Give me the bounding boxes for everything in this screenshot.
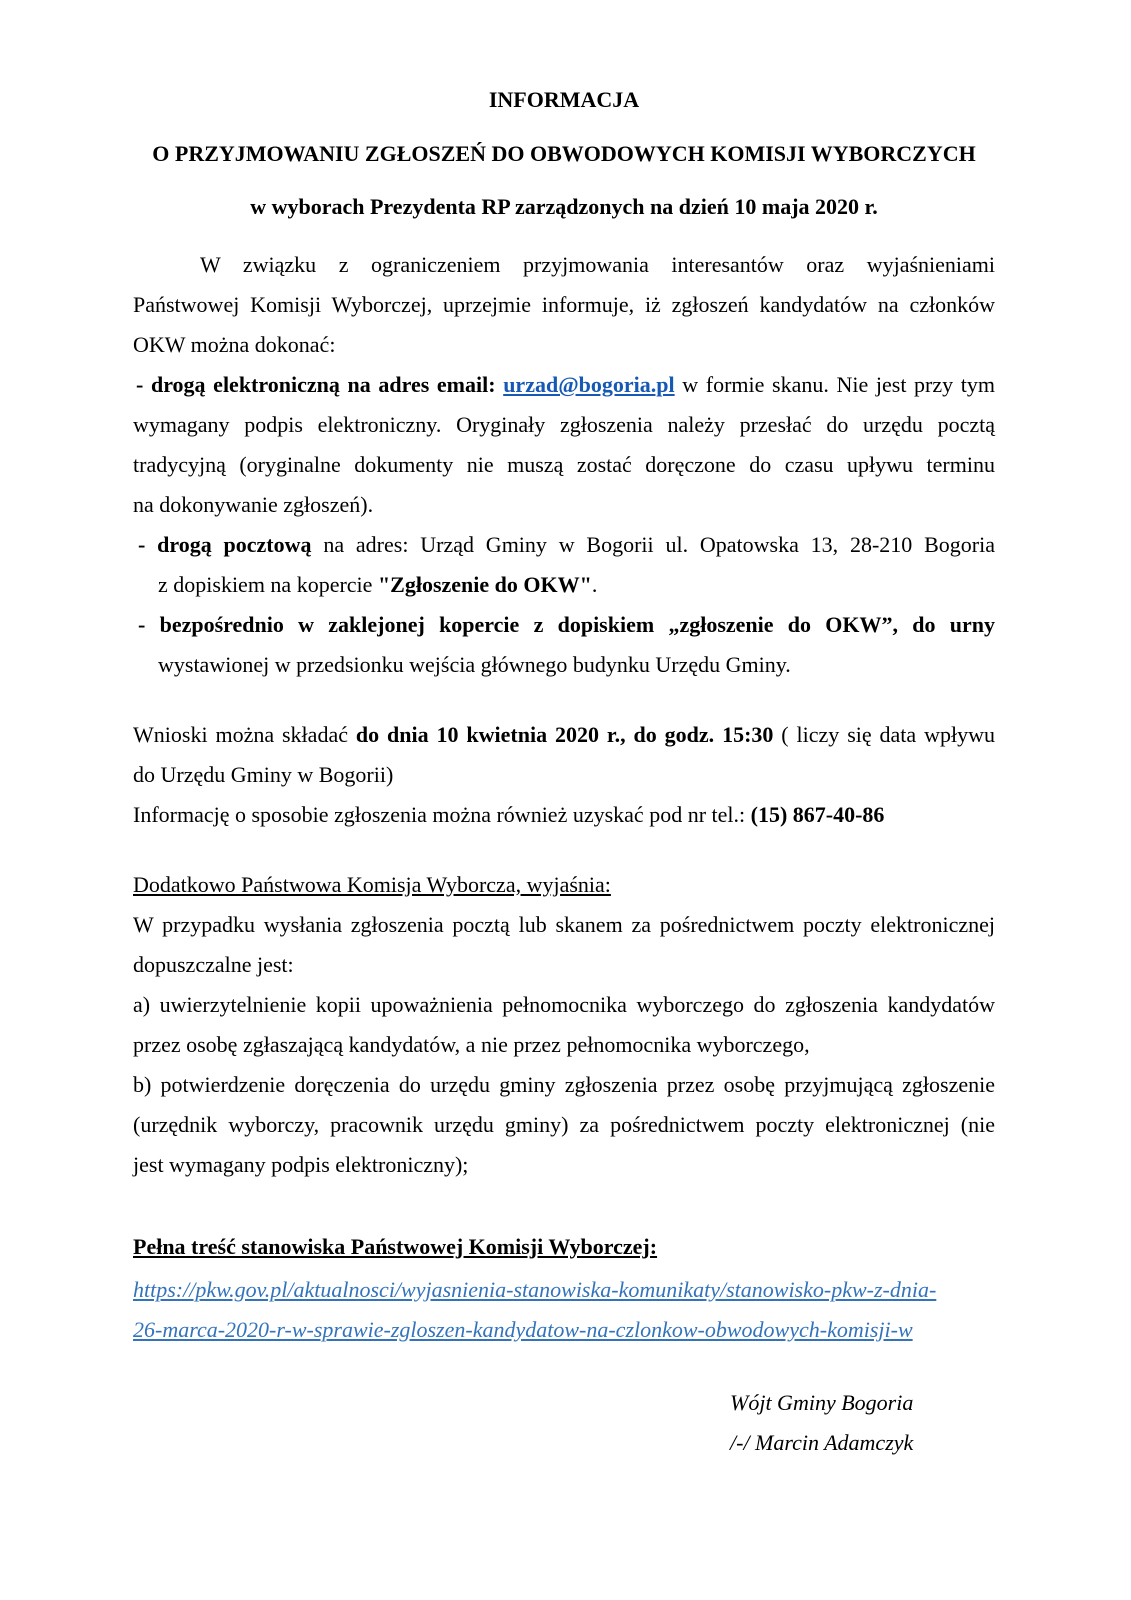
text-run: na dokonywanie zgłoszeń). [133,492,374,517]
pkw-link-line-1 [133,1270,995,1310]
pkw-url-link[interactable]: https://pkw.gov.pl/aktualnosci/wyjasnienia-stanowiska-komunikaty/stanowisko-pkw-z-dnia- [133,1277,937,1302]
signature-name [133,1423,995,1463]
text-run: do dnia 10 kwietnia 2020 r., do godz. 15:30 [355,722,774,747]
para-intro-line-2 [133,285,995,325]
text-run: na adres: Urząd Gminy w Bogorii ul. Opatowska 13, 28-210 Bogoria [311,532,995,557]
bullet-email-line-2 [133,405,995,445]
item-b-line-3 [133,1145,995,1185]
text-run: - bezpośrednio w zaklejonej kopercie z dopiskiem „zgłoszenie do OKW”, do urny [138,612,995,637]
item-b-line-1 [133,1065,995,1105]
text-run: Państwowej Komisji Wyborczej, uprzejmie informuje, iż zgłoszeń kandydatów na członków [133,292,995,317]
doc-subtitle-2 [133,187,995,245]
text-run: OKW można dokonać: [133,332,336,357]
text-run: b) potwierdzenie doręczenia do urzędu gminy zgłoszenia przez osobę przyjmującą zgłoszenie [133,1072,995,1097]
item-a-line-2 [133,1025,995,1065]
text-run: Wnioski można składać [133,722,356,747]
doc-title [133,80,995,134]
text-run: Wójt Gminy Bogoria [730,1390,914,1415]
bullet-direct-line-1 [133,605,995,645]
text-run: wystawionej w przedsionku wejścia głównego budynku Urzędu Gminy. [158,652,791,677]
para-intro-line-3 [133,325,995,365]
text-run: wymagany podpis elektroniczny. Oryginały zgłoszenia należy przesłać do urzędu pocztą [133,412,995,437]
text-run: "Zgłoszenie do OKW" [377,572,592,597]
para-phone [133,795,995,835]
heading-full-text [133,1227,995,1267]
text-run: (15) 867-40-86 [750,802,885,827]
text-run: Dodatkowo Państwowa Komisja Wyborcza, wyjaśnia: [133,872,611,897]
pkw-url-link[interactable]: 26-marca-2020-r-w-sprawie-zgloszen-kandydatow-na-czlonkow-obwodowych-komisji-w [133,1317,913,1342]
text-run: do Urzędu Gminy w Bogorii) [133,762,394,787]
text-run: Informację o sposobie zgłoszenia można również uzyskać pod nr tel.: [133,802,751,827]
email-link[interactable]: urzad@bogoria.pl [503,372,675,397]
text-run: INFORMACJA [488,87,640,112]
text-run: z dopiskiem na kopercie [158,572,378,597]
text-run: O PRZYJMOWANIU ZGŁOSZEŃ DO OBWODOWYCH KOMISJI WYBORCZYCH [152,141,976,166]
text-run: - drogą pocztową [138,532,312,557]
doc-subtitle [133,134,995,187]
para-intro-line-1 [133,245,995,285]
bullet-direct-line-2 [133,645,995,685]
bullet-post-line-2 [133,565,995,605]
signature-role [133,1383,995,1423]
text-run: . [591,572,598,597]
text-run: a) uwierzytelnienie kopii upoważnienia pełnomocnika wyborczego do zgłoszenia kandydatów [133,992,995,1017]
para-pkw-line-1 [133,905,995,945]
text-run: /-/ Marcin Adamczyk [730,1430,914,1455]
bullet-email-line-1 [133,365,995,405]
item-a-line-1 [133,985,995,1025]
text-run: dopuszczalne jest: [133,952,294,977]
para-pkw-line-2 [133,945,995,985]
text-run: w formie skanu. Nie jest przy tym [674,372,995,397]
text-run: ( liczy się data wpływu [773,722,995,747]
text-run: jest wymagany podpis elektroniczny); [133,1152,469,1177]
text-run: (urzędnik wyborczy, pracownik urzędu gminy) za pośrednictwem poczty elektronicznej (nie [133,1112,995,1137]
text-run: przez osobę zgłaszającą kandydatów, a nie przez pełnomocnika wyborczego, [133,1032,810,1057]
bullet-email-line-3 [133,445,995,485]
text-run: Pełna treść stanowiska Państwowej Komisji Wyborczej: [133,1234,658,1259]
text-run: W związku z ograniczeniem przyjmowania interesantów oraz wyjaśnieniami [200,252,995,277]
text-run: w wyborach Prezydenta RP zarządzonych na dzień 10 maja 2020 r. [250,194,878,219]
text-run: W przypadku wysłania zgłoszenia pocztą lub skanem za pośrednictwem poczty elektronicznej [133,912,995,937]
item-b-line-2 [133,1105,995,1145]
text-run: - drogą elektroniczną na adres email: [136,372,504,397]
para-deadline-line-1 [133,715,995,755]
para-deadline-line-2 [133,755,995,795]
bullet-post-line-1 [133,525,995,565]
heading-pkw-explains [133,865,995,905]
text-run: tradycyjną (oryginalne dokumenty nie muszą zostać doręczone do czasu upływu terminu [133,452,995,477]
document-body [133,80,995,1463]
bullet-email-line-4 [133,485,995,525]
pkw-link-line-2 [133,1310,995,1350]
